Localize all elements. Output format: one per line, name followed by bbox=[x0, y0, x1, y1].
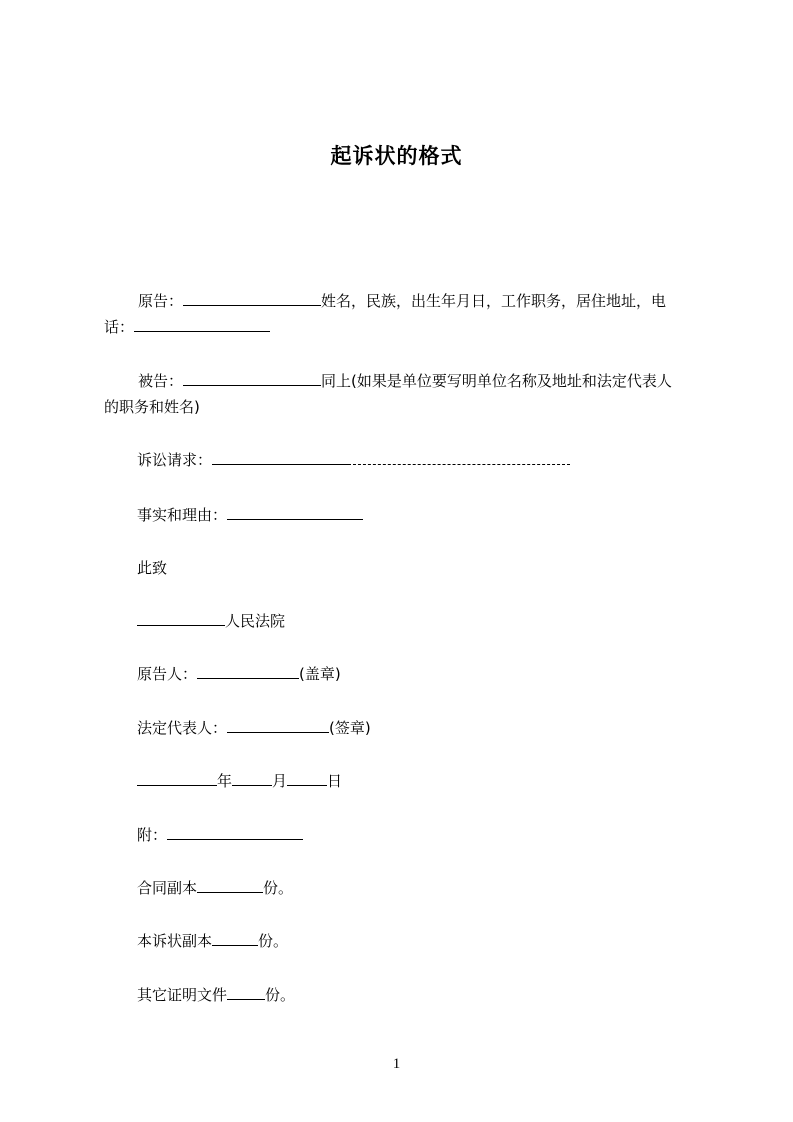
facts-blank[interactable] bbox=[227, 505, 363, 520]
plaintiff-phone-blank[interactable] bbox=[134, 317, 270, 332]
facts-line bbox=[137, 505, 363, 525]
court-blank[interactable] bbox=[137, 611, 225, 626]
plaintiff-phone-label: 话： bbox=[104, 318, 135, 336]
salutation: 此致 bbox=[137, 559, 168, 577]
attachment-item-label: 本诉状副本 bbox=[137, 932, 213, 950]
court-line bbox=[137, 611, 285, 631]
day-label: 日 bbox=[327, 772, 343, 790]
signer-blank[interactable] bbox=[197, 664, 299, 679]
claims-label: 诉讼请求： bbox=[137, 451, 213, 469]
defendant-name-blank[interactable] bbox=[183, 371, 321, 386]
attachment-item bbox=[137, 931, 288, 951]
page-number: 1 bbox=[392, 1056, 401, 1072]
attachment-item bbox=[137, 878, 293, 898]
year-blank[interactable] bbox=[137, 771, 217, 786]
month-label: 月 bbox=[272, 772, 288, 790]
claims-line bbox=[137, 450, 570, 470]
legal-rep-blank[interactable] bbox=[227, 718, 329, 733]
claims-blank[interactable] bbox=[212, 450, 348, 465]
attachment-item-label: 其它证明文件 bbox=[137, 986, 228, 1004]
legal-rep-line bbox=[137, 718, 371, 738]
year-label: 年 bbox=[217, 772, 233, 790]
defendant-label: 被告： bbox=[138, 372, 184, 390]
document-title: 起诉状的格式 bbox=[330, 144, 463, 168]
signer-line bbox=[137, 664, 341, 684]
date-line bbox=[137, 771, 342, 791]
attachment-line bbox=[137, 825, 303, 845]
plaintiff-text: 姓名，民族，出生年月日，工作职务，居住地址，电 bbox=[321, 292, 667, 310]
attachment-item-suffix: 份。 bbox=[265, 986, 296, 1004]
legal-rep-suffix: (签章) bbox=[329, 719, 371, 737]
defendant-paragraph bbox=[104, 368, 704, 420]
day-blank[interactable] bbox=[287, 771, 327, 786]
attachment-item bbox=[137, 985, 295, 1005]
attachment-label: 附： bbox=[137, 826, 168, 844]
attachment-item-blank[interactable] bbox=[227, 985, 265, 1000]
attachment-item-label: 合同副本 bbox=[137, 879, 198, 897]
attachment-blank[interactable] bbox=[167, 825, 303, 840]
defendant-text-2: 的职务和姓名) bbox=[104, 398, 200, 416]
signer-label: 原告人： bbox=[137, 665, 198, 683]
signer-suffix: (盖章) bbox=[299, 665, 341, 683]
plaintiff-paragraph bbox=[104, 288, 704, 340]
plaintiff-name-blank[interactable] bbox=[183, 291, 321, 306]
attachment-item-blank[interactable] bbox=[197, 878, 263, 893]
attachment-item-suffix: 份。 bbox=[258, 932, 289, 950]
claims-dashed-blank[interactable] bbox=[348, 455, 570, 465]
attachment-item-blank[interactable] bbox=[212, 931, 258, 946]
month-blank[interactable] bbox=[232, 771, 272, 786]
attachment-item-suffix: 份。 bbox=[263, 879, 294, 897]
court-label: 人民法院 bbox=[225, 612, 286, 630]
defendant-text: 同上(如果是单位要写明单位名称及地址和法定代表人 bbox=[321, 372, 672, 390]
legal-rep-label: 法定代表人： bbox=[137, 719, 228, 737]
facts-label: 事实和理由： bbox=[137, 506, 228, 524]
plaintiff-label: 原告： bbox=[138, 292, 184, 310]
